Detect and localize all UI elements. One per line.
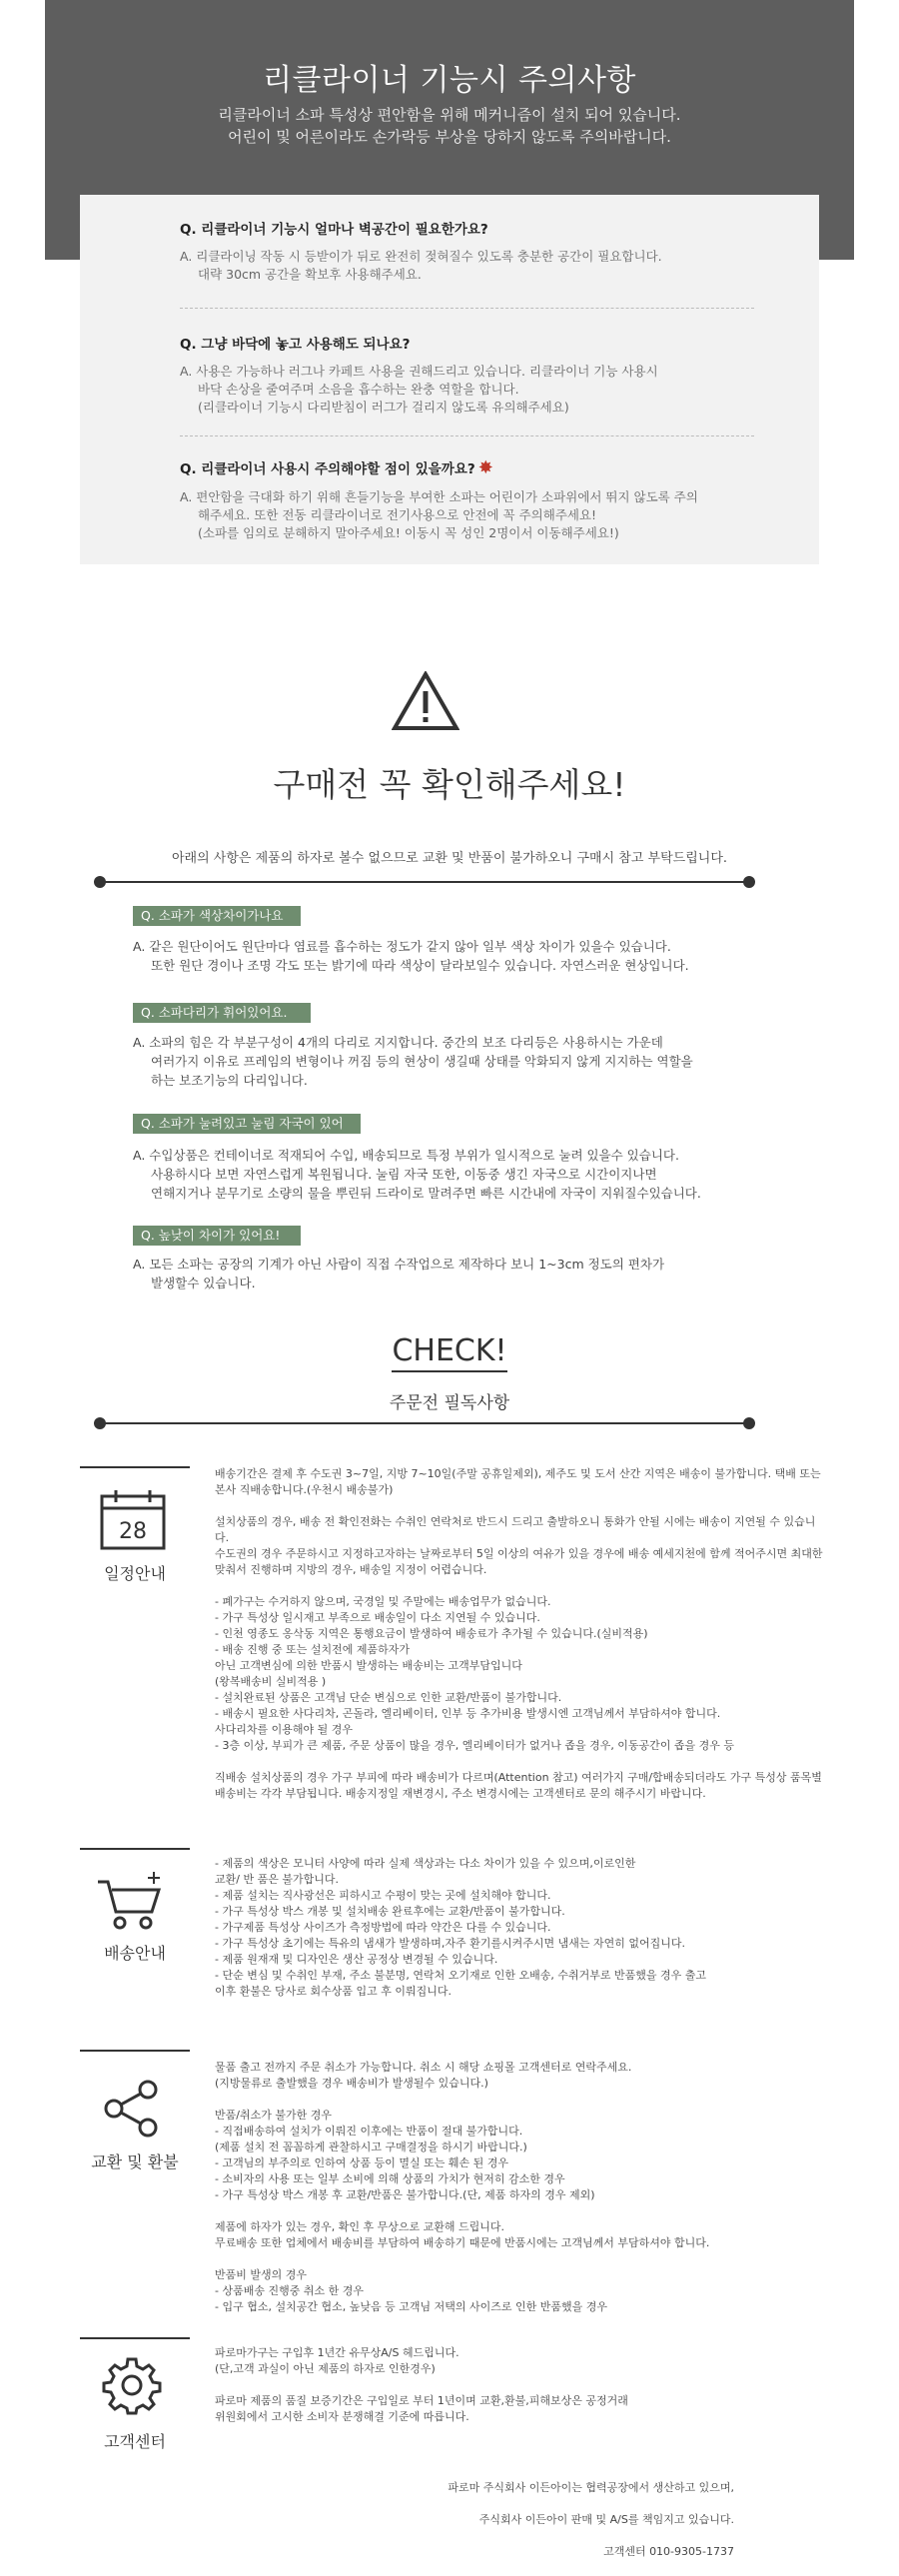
section-rule [80, 2050, 190, 2052]
divider-dot [94, 1417, 106, 1429]
divider-dot [743, 1417, 755, 1429]
section-label-exchange: 교환 및 환불 [91, 2152, 179, 2171]
section-rule [80, 2337, 190, 2339]
faq-badge-4: Q. 높낮이 차이가 있어요! [133, 1226, 301, 1246]
header-subtitle-line-1: 리클라이너 소파 특성상 편안함을 위해 메커니즘이 설치 되어 있습니다. [218, 106, 681, 124]
divider [180, 435, 754, 436]
qa-answer: A. 사용은 가능하나 러그나 카페트 사용을 권해드리고 있습니다. 리클라이너 기능 사용시 바닥 손상을 줄여주며 소음을 흡수하는 완충 역할을 합니다. (리클라이너 기능시 다리받침이 러그가 걸리지 않도록 유의해주세요) [180, 364, 658, 415]
divider-dot [743, 876, 755, 888]
calendar-day: 28 [119, 1519, 147, 1544]
divider-dot [94, 876, 106, 888]
gear-icon [102, 2355, 162, 2415]
footer-line-3: 고객센터 010-9305-1737 [603, 2545, 734, 2558]
qa-question: Q. 리클라이너 기능시 얼마나 벽공간이 필요한가요? [180, 222, 488, 238]
page-title: 리클라이너 기능시 주의사항 [263, 63, 636, 98]
section-rule [80, 1848, 190, 1850]
qa-question-text: Q. 리클라이너 사용시 주의해야할 점이 있을까요? [180, 461, 475, 477]
section-label-schedule: 일정안내 [104, 1564, 166, 1583]
check-title-text: CHECK! [392, 1333, 506, 1372]
section-label-customer-center: 고객센터 [104, 2432, 166, 2451]
faq-answer-3: A. 수입상품은 컨테이너로 적재되어 수입, 배송되므로 특정 부위가 일시적으로 눌려 있을수 있습니다. 사용하시다 보면 자연스럽게 복원됩니다. 눌림 자국 또한, 이동중 생긴 자국으로 시간이지나면 연해지거나 분무기로 소량의 물을 뿌린뒤 드라이로 말려주면 빠른 시간내에 자국이 지워질수있습니다. [133, 1148, 701, 1201]
section-text-delivery: - 제품의 색상은 모니터 사양에 따라 실제 색상과는 다소 차이가 있을 수 있으며,이로인한 교환/ 반 품은 불가합니다. - 제품 설치는 직사광선은 피하시고 수평이 맞는 곳에 설치해야 합니다. - 가구 특성상 박스 개봉 및 설치배송 완료후에는 교환/반품이 불가합니다. - 가구제품 특성상 사이즈가 측정방법에 따라 약간은 다를 수 있습니다. - 가구 특성상 초기에는 특유의 냄새가 발생하며,자주 환기를시켜주시면 냄새는 자연히 없어집니다. - 제품 원재재 및 디자인은 생산 공정상 변경될 수 있습니다. - 단순 변심 및 수취인 부재, 주소 불분명, 연락처 오기재로 인한 오배송, 수취거부로 반품했을 경우 출고 이후 환불은 당사로 회수상품 입고 후 이뤄집니다. [215, 1857, 706, 1998]
section-label-delivery: 배송안내 [104, 1944, 166, 1963]
recliner-qa-item-1 [180, 218, 779, 284]
warning-subtitle: 아래의 사항은 제품의 하자로 볼수 없으므로 교환 및 반품이 불가하오니 구매시 참고 부탁드립니다. [171, 851, 728, 866]
recliner-qa-item-3 [180, 457, 779, 542]
section-text-customer-center: 파로마가구는 구입후 1년간 유무상A/S 헤드립니다. (단,고객 과실이 아닌 제품의 하자로 인한경우) 파로마 제품의 품질 보증기간은 구입일로 부터 1년이며 교환,환불,피해보상은 공정거래 위원회에서 고시한 소비자 분쟁해결 기준에 따릅니다. [215, 2346, 628, 2423]
qa-question [180, 457, 779, 478]
section-rule [80, 1466, 190, 1468]
faq-answer-1: A. 같은 원단이어도 원단마다 염료를 흡수하는 정도가 같지 않아 일부 색상 차이가 있을수 있습니다. 또한 원단 경이나 조명 각도 또는 밝기에 따라 색상이 달라보일수 있습니다. 자연스러운 현상입니다. [133, 939, 689, 973]
divider-line [100, 881, 749, 883]
faq-answer-4: A. 모든 소파는 공장의 기계가 아닌 사람이 직접 수작업으로 제작하다 보니 1~3cm 정도의 편차가 발생할수 있습니다. [133, 1257, 665, 1290]
share-icon [100, 2078, 162, 2140]
faq-badge-1: Q. 소파가 색상차이가나요 [133, 906, 301, 926]
cart-icon [96, 1870, 168, 1932]
faq-badge-3: Q. 소파가 눌려있고 눌림 자국이 있어요... [133, 1114, 361, 1134]
footer-line-1: 파로마 주식회사 이든아이는 협력공장에서 생산하고 있으며, [448, 2481, 734, 2494]
faq-badge-2: Q. 소파다리가 휘어있어요. [133, 1003, 311, 1023]
divider-line [100, 1422, 749, 1424]
header-subtitle-line-2: 어린이 및 어른이라도 손가락등 부상을 당하지 않도록 주의바랍니다. [228, 128, 671, 146]
check-title [0, 1333, 899, 1368]
footer-line-2: 주식회사 이든아이 판매 및 A/S를 책임지고 있습니다. [478, 2513, 734, 2526]
faq-answer-2: A. 소파의 힘은 각 부분구성이 4개의 다리로 지지합니다. 중간의 보조 다리등은 사용하시는 가운데 여러가지 이유로 프레임의 변형이나 꺼짐 등의 현상이 생길때 상태를 악화되지 않게 지지하는 역할을 하는 보조기능의 다리입니다. [133, 1035, 693, 1088]
warning-triangle-icon [392, 671, 459, 731]
warning-title: 구매전 꼭 확인해주세요! [273, 765, 626, 804]
section-text-exchange: 물품 출고 전까지 주문 취소가 가능합니다. 취소 시 해당 쇼핑몰 고객센터로 연락주세요. (지방물류로 출발했을 경우 배송비가 발생될수 있습니다.) 반품/취소가 불가한 경우 - 직접배송하여 설치가 이뤄진 이후에는 반품이 절대 불가합니다. (제품 설치 전 꼼꼼하게 관찰하시고 구매결정을 하시기 바랍니다.) - 고객님의 부주의로 인하여 상품 등이 멸실 또는 훼손 된 경우 - 소비자의 사용 또는 일부 소비에 의해 상품의 가치가 현저히 감소한 경우 - 가구 특성상 박스 개봉 후 교환/반품은 불가합니다.(단, 제품 하자의 경우 제외) 제품에 하자가 있는 경우, 확인 후 무상으로 교환해 드립니다. 무료배송 또한 업체에서 배송비를 부담하여 배송하기 때문에 반품시에는 고객님께서 부담하셔야 합니다. 반품비 발생의 경우 - 상품배송 진행중 취소 한 경우 - 입구 협소, 설치공간 협소, 높낮음 등 고객님 저택의 사이즈로 인한 반품했을 경우 [215, 2061, 710, 2313]
company-footer [215, 2464, 734, 2576]
recliner-qa-item-2 [180, 333, 779, 417]
qa-question: Q. 그냥 바닥에 놓고 사용해도 되나요? [180, 337, 411, 353]
divider [180, 308, 754, 309]
alert-star-icon: ✸ [477, 457, 493, 478]
calendar-icon [100, 1488, 166, 1550]
section-text-schedule: 배송기간은 결제 후 수도권 3~7일, 지방 7~10일(주말 공휴일제외), 제주도 및 도서 산간 지역은 배송이 불가합니다. 택배 또는 본사 직배송합니다.(우천시 배송불가) 설치상품의 경우, 배송 전 확인전화는 수취인 연락처로 반드시 드리고 출발하오니 통화가 안될 시에는 배송이 지연될 수 있습니다. 수도권의 경우 주문하시고 지정하고자하는 날짜로부터 5일 이상의 여유가 있을 경우에 배송 예세지천에 함께 적어주시면 최대한 맞춰서 진행하며 지방의 경우, 배송일 지정이 어렵습니다. - 폐가구는 수거하지 않으며, 국경일 및 주말에는 배송업무가 없습니다. - 가구 특성상 일시재고 부족으로 배송일이 다소 지연될 수 있습니다. - 인천 영종도 옹삭동 지역은 통행요금이 발생하여 배송료가 추가될 수 있습니다.(실비적용) - 배송 진행 중 또는 설치전에 제품하자가 아닌 고객변심에 의한 반품시 발생하는 배송비는 고객부담입니다 (왕복배송비 실비적용 ) - 설치완료된 상품은 고객님 단순 변심으로 인한 교환/반품이 불가합니다. - 배송시 필요한 사다리차, 곤돌라, 엘리베이터, 인부 등 추가비용 발생시엔 고객님께서 부담하셔야 합니다. 사다리차를 이용해야 될 경우 - 3층 이상, 부피가 큰 제품, 주문 상품이 많을 경우, 엘리베이터가 없거나 좁을 경우, 이동공간이 좁을 경우 등 직배송 설치상품의 경우 가구 부피에 따라 배송비가 다르며(Attention 참고) 여러가지 구매/합배송되더라도 가구 특성상 품목별 배송비는 각각 부담됩니다. 배송지정일 재변경시, 주소 변경시에는 고객센터로 문의 해주시기 바랍니다. [215, 1467, 823, 1800]
qa-answer: A. 편안함을 극대화 하기 위해 흔들기능을 부여한 소파는 어린이가 소파위에서 뛰지 않도록 주의 해주세요. 또한 전동 리클라이너로 전기사용으로 안전에 꼭 주의해주세요! (소파를 임의로 분해하지 말아주세요! 이동시 꼭 성인 2명이서 이동해주세요!) [180, 489, 698, 540]
header-subtitle [45, 104, 854, 148]
qa-answer: A. 리클라이닝 작동 시 등받이가 뒤로 완전히 젖혀질수 있도록 충분한 공간이 필요합니다. 대략 30cm 공간을 확보후 사용해주세요. [180, 249, 662, 282]
check-subtitle: 주문전 필독사항 [389, 1393, 510, 1413]
